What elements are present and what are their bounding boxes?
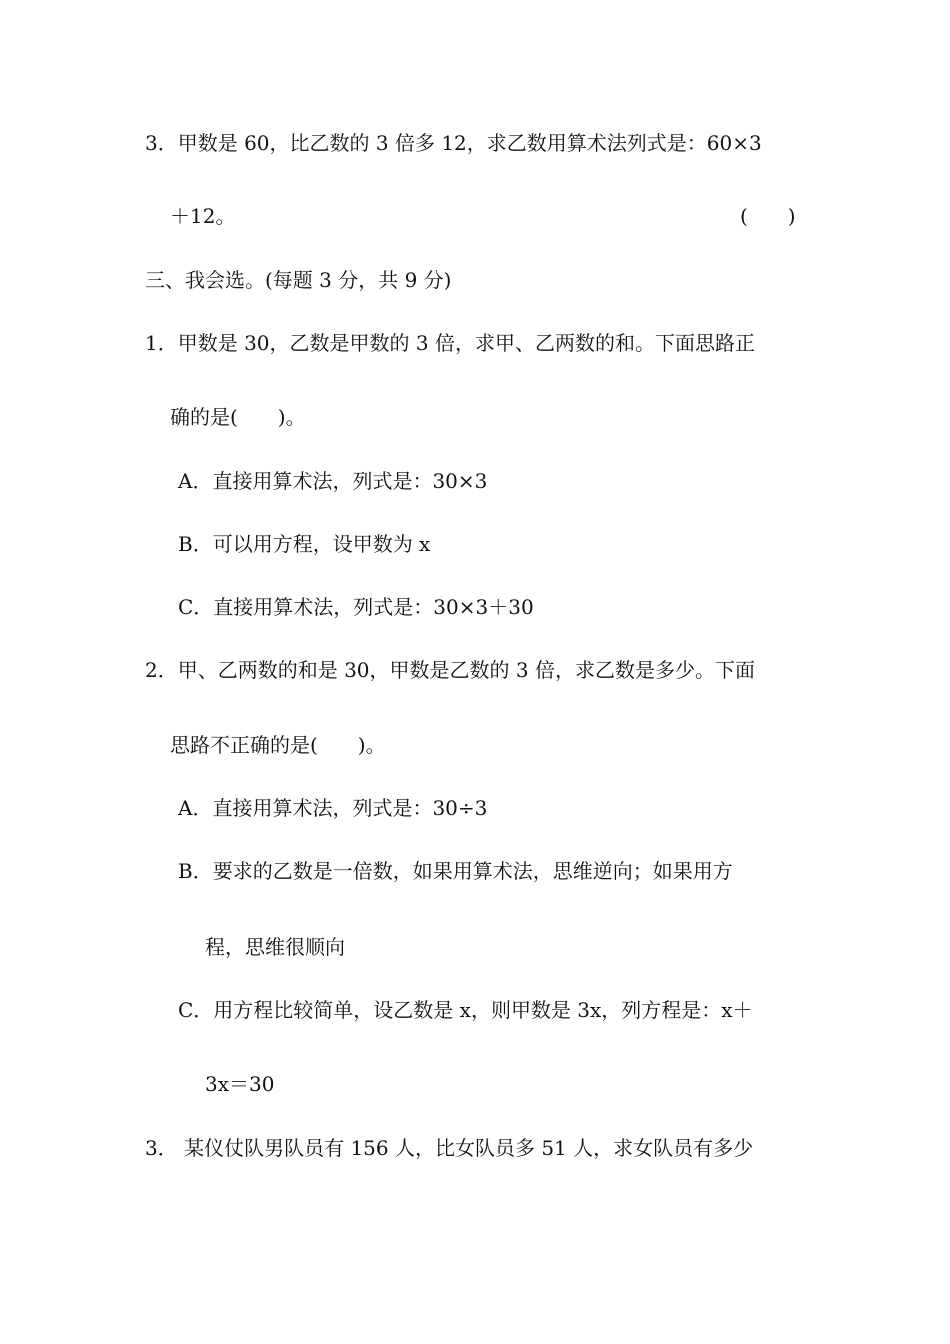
q2-option-c: C．用方程比较简单，设乙数是 x，则甲数是 3x，列方程是：x＋ xyxy=(178,998,753,1022)
choice-question-3: 3． 某仪仗队男队员有 156 人，比女队员多 51 人，求女队员有多少 xyxy=(145,1136,754,1160)
choice-question-2-cont: 思路不正确的是( )。 xyxy=(170,733,386,757)
question-3-judge-cont: ＋12。 xyxy=(170,204,236,228)
q1-option-b: B．可以用方程，设甲数为 x xyxy=(178,532,431,556)
choice-question-2: 2．甲、乙两数的和是 30，甲数是乙数的 3 倍，求乙数是多少。下面 xyxy=(145,658,755,682)
q1-option-a: A．直接用算术法，列式是：30×3 xyxy=(178,469,488,493)
q2-option-a: A．直接用算术法，列式是：30÷3 xyxy=(178,796,488,820)
answer-blank: ( ) xyxy=(740,204,796,228)
question-3-judge: 3．甲数是 60，比乙数的 3 倍多 12，求乙数用算术法列式是：60×3 xyxy=(145,131,762,155)
q2-option-b-cont: 程，思维很顺向 xyxy=(205,935,345,959)
q1-option-c: C．直接用算术法，列式是：30×3＋30 xyxy=(178,595,534,619)
choice-question-1-cont: 确的是( )。 xyxy=(170,405,306,429)
choice-question-1: 1．甲数是 30，乙数是甲数的 3 倍，求甲、乙两数的和。下面思路正 xyxy=(145,331,755,355)
section-heading: 三、我会选。(每题 3 分，共 9 分) xyxy=(145,268,452,292)
q2-option-b: B．要求的乙数是一倍数，如果用算术法，思维逆向；如果用方 xyxy=(178,859,733,883)
q2-option-c-cont: 3x＝30 xyxy=(205,1072,275,1096)
